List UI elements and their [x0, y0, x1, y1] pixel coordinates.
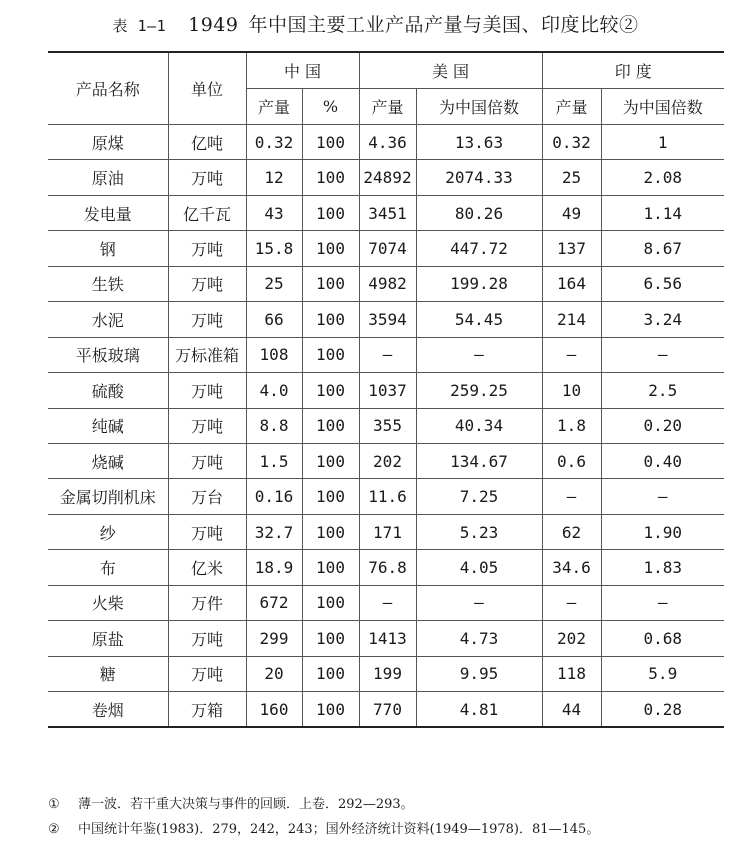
table-row	[48, 231, 724, 266]
product-name-cell: 布	[48, 550, 168, 585]
usa-times-cell: 54.45	[416, 302, 542, 337]
product-name-cell: 卷烟	[48, 692, 168, 728]
table-row	[48, 479, 724, 514]
product-name-cell: 硫酸	[48, 373, 168, 408]
table-row	[48, 656, 724, 691]
china-output-cell: 299	[246, 621, 302, 656]
china-percent-cell: 100	[302, 266, 359, 301]
header-usa: 美 国	[359, 52, 542, 89]
china-percent-cell: 100	[302, 479, 359, 514]
product-name-cell: 原盐	[48, 621, 168, 656]
china-percent-cell: 100	[302, 408, 359, 443]
usa-output-cell: 770	[359, 692, 416, 728]
india-output-cell: 62	[542, 514, 601, 549]
india-output-cell: 0.6	[542, 443, 601, 478]
india-times-cell: 0.28	[601, 692, 724, 728]
india-output-cell: 49	[542, 195, 601, 230]
table-row	[48, 585, 724, 620]
usa-times-cell: 199.28	[416, 266, 542, 301]
usa-output-cell: 355	[359, 408, 416, 443]
usa-output-cell: 1413	[359, 621, 416, 656]
china-output-cell: 25	[246, 266, 302, 301]
header-china-output: 产量	[246, 89, 302, 125]
usa-times-cell: 13.63	[416, 125, 542, 160]
usa-times-cell: 9.95	[416, 656, 542, 691]
china-percent-cell: 100	[302, 302, 359, 337]
usa-output-cell: 24892	[359, 160, 416, 195]
china-output-cell: 672	[246, 585, 302, 620]
india-times-cell: 0.68	[601, 621, 724, 656]
table-row	[48, 125, 724, 160]
table-row	[48, 408, 724, 443]
china-percent-cell: 100	[302, 337, 359, 372]
unit-cell: 万吨	[168, 160, 246, 195]
table-row	[48, 621, 724, 656]
table-row	[48, 266, 724, 301]
header-product: 产品名称	[48, 52, 168, 125]
unit-cell: 万箱	[168, 692, 246, 728]
unit-cell: 亿千瓦	[168, 195, 246, 230]
china-percent-cell: 100	[302, 125, 359, 160]
india-output-cell: 44	[542, 692, 601, 728]
china-output-cell: 8.8	[246, 408, 302, 443]
usa-times-cell: 447.72	[416, 231, 542, 266]
product-name-cell: 金属切削机床	[48, 479, 168, 514]
unit-cell: 万件	[168, 585, 246, 620]
footnote-1-text: 薄一波．若干重大决策与事件的回顾．上卷．292—293。	[78, 797, 414, 812]
china-output-cell: 15.8	[246, 231, 302, 266]
china-output-cell: 160	[246, 692, 302, 728]
india-times-cell: 5.9	[601, 656, 724, 691]
header-india-times: 为中国倍数	[601, 89, 724, 125]
usa-times-cell: 4.05	[416, 550, 542, 585]
india-times-cell: 1.14	[601, 195, 724, 230]
usa-output-cell: 76.8	[359, 550, 416, 585]
india-times-cell: 3.24	[601, 302, 724, 337]
usa-times-cell: 2074.33	[416, 160, 542, 195]
unit-cell: 万标准箱	[168, 337, 246, 372]
usa-output-cell: –	[359, 585, 416, 620]
india-output-cell: 0.32	[542, 125, 601, 160]
product-name-cell: 钢	[48, 231, 168, 266]
india-times-cell: –	[601, 585, 724, 620]
header-unit: 单位	[168, 52, 246, 125]
india-output-cell: –	[542, 479, 601, 514]
usa-output-cell: 3594	[359, 302, 416, 337]
india-times-cell: 0.40	[601, 443, 724, 478]
table-row	[48, 692, 724, 728]
header-china-percent: %	[302, 89, 359, 125]
china-percent-cell: 100	[302, 550, 359, 585]
usa-times-cell: 4.73	[416, 621, 542, 656]
usa-times-cell: 80.26	[416, 195, 542, 230]
india-times-cell: 0.20	[601, 408, 724, 443]
unit-cell: 万台	[168, 479, 246, 514]
india-output-cell: 214	[542, 302, 601, 337]
footnote-1-mark: ①	[48, 797, 60, 812]
china-output-cell: 66	[246, 302, 302, 337]
unit-cell: 万吨	[168, 656, 246, 691]
india-times-cell: 2.08	[601, 160, 724, 195]
unit-cell: 亿米	[168, 550, 246, 585]
china-output-cell: 108	[246, 337, 302, 372]
china-percent-cell: 100	[302, 231, 359, 266]
product-name-cell: 糖	[48, 656, 168, 691]
product-name-cell: 纯碱	[48, 408, 168, 443]
india-output-cell: 202	[542, 621, 601, 656]
table-row	[48, 550, 724, 585]
india-output-cell: 34.6	[542, 550, 601, 585]
usa-times-cell: –	[416, 337, 542, 372]
header-india-output: 产量	[542, 89, 601, 125]
header-india: 印 度	[542, 52, 724, 89]
china-percent-cell: 100	[302, 692, 359, 728]
table-number: 表 1—1	[112, 17, 167, 35]
header-china: 中 国	[246, 52, 359, 89]
india-output-cell: 164	[542, 266, 601, 301]
india-times-cell: 2.5	[601, 373, 724, 408]
product-name-cell: 生铁	[48, 266, 168, 301]
table-row	[48, 514, 724, 549]
india-times-cell: 1	[601, 125, 724, 160]
india-output-cell: 1.8	[542, 408, 601, 443]
usa-times-cell: 5.23	[416, 514, 542, 549]
india-output-cell: –	[542, 337, 601, 372]
unit-cell: 万吨	[168, 443, 246, 478]
table-row	[48, 302, 724, 337]
usa-output-cell: 7074	[359, 231, 416, 266]
footnote-1	[48, 793, 414, 812]
product-name-cell: 火柴	[48, 585, 168, 620]
china-percent-cell: 100	[302, 373, 359, 408]
product-name-cell: 平板玻璃	[48, 337, 168, 372]
product-name-cell: 烧碱	[48, 443, 168, 478]
china-percent-cell: 100	[302, 514, 359, 549]
unit-cell: 万吨	[168, 266, 246, 301]
india-times-cell: 6.56	[601, 266, 724, 301]
usa-times-cell: 40.34	[416, 408, 542, 443]
china-output-cell: 0.32	[246, 125, 302, 160]
unit-cell: 万吨	[168, 514, 246, 549]
product-name-cell: 发电量	[48, 195, 168, 230]
product-name-cell: 原煤	[48, 125, 168, 160]
usa-times-cell: 7.25	[416, 479, 542, 514]
unit-cell: 万吨	[168, 373, 246, 408]
china-output-cell: 1.5	[246, 443, 302, 478]
usa-output-cell: 1037	[359, 373, 416, 408]
india-output-cell: 10	[542, 373, 601, 408]
usa-times-cell: 4.81	[416, 692, 542, 728]
unit-cell: 亿吨	[168, 125, 246, 160]
usa-times-cell: 259.25	[416, 373, 542, 408]
table-row	[48, 373, 724, 408]
product-name-cell: 原油	[48, 160, 168, 195]
china-percent-cell: 100	[302, 160, 359, 195]
india-times-cell: 1.90	[601, 514, 724, 549]
unit-cell: 万吨	[168, 621, 246, 656]
usa-output-cell: 4982	[359, 266, 416, 301]
product-name-cell: 纱	[48, 514, 168, 549]
china-output-cell: 0.16	[246, 479, 302, 514]
china-output-cell: 12	[246, 160, 302, 195]
usa-output-cell: –	[359, 337, 416, 372]
india-output-cell: 25	[542, 160, 601, 195]
india-times-cell: 1.83	[601, 550, 724, 585]
china-output-cell: 32.7	[246, 514, 302, 549]
unit-cell: 万吨	[168, 302, 246, 337]
header-usa-output: 产量	[359, 89, 416, 125]
table-row	[48, 337, 724, 372]
china-percent-cell: 100	[302, 656, 359, 691]
footnote-2-mark: ②	[48, 822, 60, 837]
comparison-table	[48, 51, 724, 728]
india-times-cell: 8.67	[601, 231, 724, 266]
china-output-cell: 43	[246, 195, 302, 230]
table-row	[48, 195, 724, 230]
table-title	[0, 10, 751, 37]
usa-output-cell: 171	[359, 514, 416, 549]
unit-cell: 万吨	[168, 408, 246, 443]
table-row	[48, 160, 724, 195]
china-percent-cell: 100	[302, 621, 359, 656]
china-output-cell: 4.0	[246, 373, 302, 408]
china-output-cell: 18.9	[246, 550, 302, 585]
india-times-cell: –	[601, 337, 724, 372]
india-times-cell: –	[601, 479, 724, 514]
china-percent-cell: 100	[302, 443, 359, 478]
product-name-cell: 水泥	[48, 302, 168, 337]
title-year: 1949	[188, 14, 239, 36]
footnote-2-text: 中国统计年鉴(1983)．279，242，243；国外经济统计资料(1949—1978)．81—145。	[78, 822, 600, 837]
china-percent-cell: 100	[302, 585, 359, 620]
usa-times-cell: –	[416, 585, 542, 620]
india-output-cell: –	[542, 585, 601, 620]
header-usa-times: 为中国倍数	[416, 89, 542, 125]
usa-output-cell: 3451	[359, 195, 416, 230]
title-text: 年中国主要工业产品产量与美国、印度比较②	[248, 14, 639, 36]
usa-output-cell: 4.36	[359, 125, 416, 160]
usa-output-cell: 202	[359, 443, 416, 478]
india-output-cell: 137	[542, 231, 601, 266]
usa-times-cell: 134.67	[416, 443, 542, 478]
usa-output-cell: 11.6	[359, 479, 416, 514]
india-output-cell: 118	[542, 656, 601, 691]
table-row	[48, 443, 724, 478]
footnote-2	[48, 818, 599, 837]
unit-cell: 万吨	[168, 231, 246, 266]
header-row-1	[48, 52, 724, 89]
china-percent-cell: 100	[302, 195, 359, 230]
china-output-cell: 20	[246, 656, 302, 691]
usa-output-cell: 199	[359, 656, 416, 691]
